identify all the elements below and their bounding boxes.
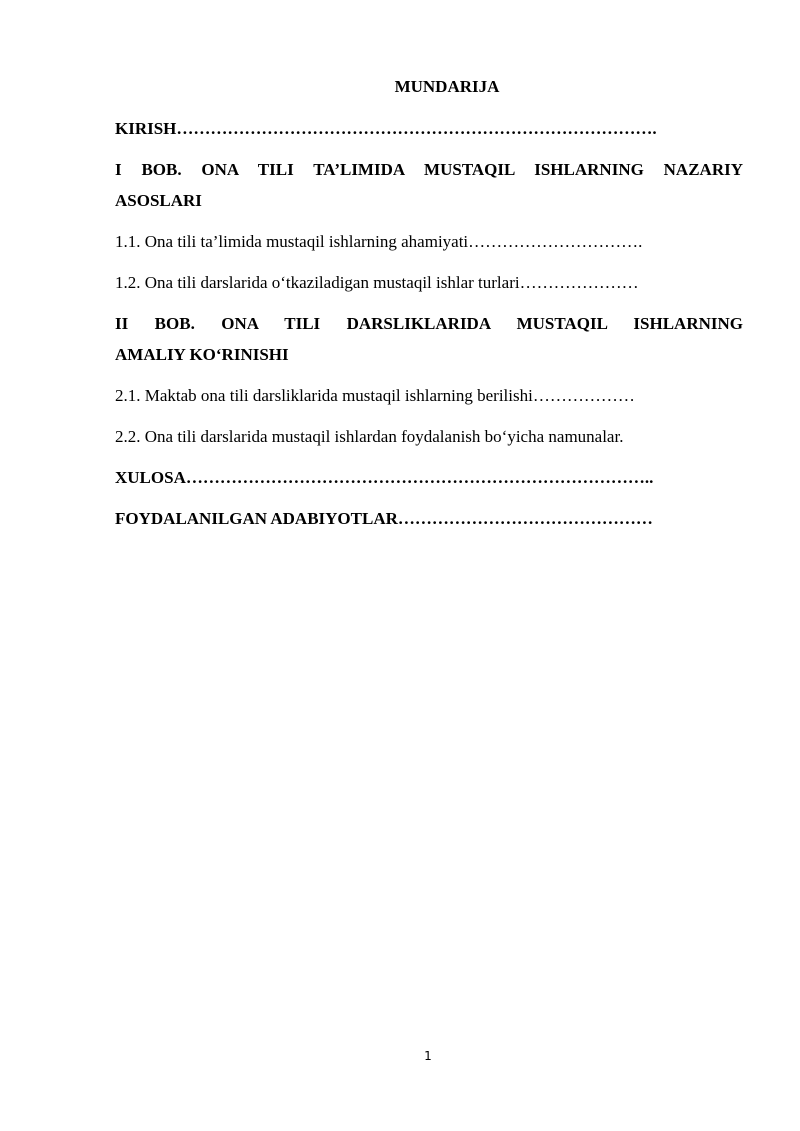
toc-section-2-2: 2.2. Ona tili darslarida mustaqil ishlardan foydalanish bo‘yicha namunalar. [115,427,624,446]
toc-section-1-2: 1.2. Ona tili darslarida o‘tkaziladigan mustaqil ishlar turlari………………… [115,273,639,292]
toc-section-2-1: 2.1. Maktab ona tili darsliklarida mustaqil ishlarning berilishi……………… [115,386,635,405]
toc-entry-xulosa: XULOSA……………………………………………………………………….. [115,468,654,487]
toc-chapter-2-heading-line-2: AMALIY KO‘RINISHI [115,345,289,364]
toc-chapter-2-heading-line-1: II BOB. ONA TILI DARSLIKLARIDA MUSTAQIL ISHLARNING [115,314,743,333]
page-number: 1 [424,1049,432,1063]
toc-chapter-1-heading-line-2: ASOSLARI [115,191,202,210]
toc-entry-kirish: KIRISH…………………………………………………………………………. [115,119,657,138]
page-title: MUNDARIJA [394,77,500,96]
toc-entry-foydalanilgan-adabiyotlar: FOYDALANILGAN ADABIYOTLAR……………………………………… [115,509,653,528]
toc-chapter-1-heading-line-1: I BOB. ONA TILI TA’LIMIDA MUSTAQIL ISHLARNING NAZARIY [115,160,743,179]
toc-section-1-1: 1.1. Ona tili ta’limida mustaqil ishlarning ahamiyati…………………………. [115,232,643,251]
